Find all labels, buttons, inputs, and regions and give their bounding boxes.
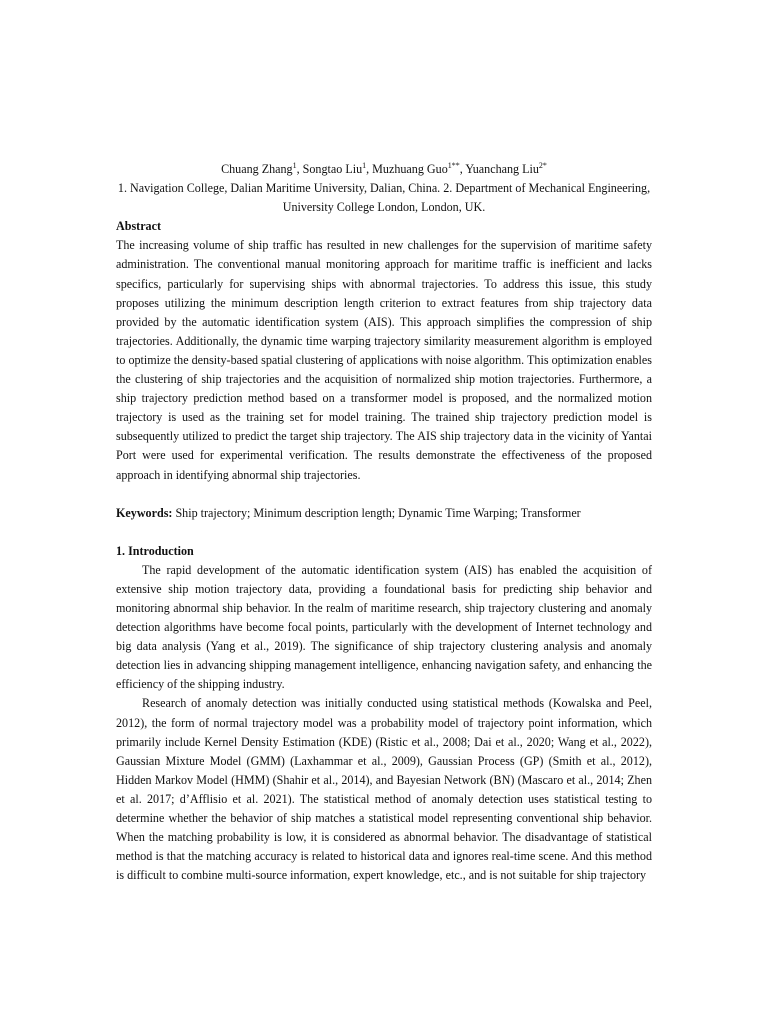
abstract-text: The increasing volume of ship traffic has resulted in new challenges for the supervision of maritime safety administration. The conventional manual monitoring approach for maritime traffic is inefficient and lacks specifics, particularly for supervising ships with abnormal trajectories. To address this issue, this study proposes utilizing the minimum description length criterion to extract features from ship trajectory data provided by the automatic identification system (AIS). This approach simplifies the compression of ship trajectories. Additionally, the dynamic time warping trajectory similarity measurement algorithm is employed to optimize the density-based spatial clustering of applications with noise algorithm. This optimization enables the clustering of ship trajectories and the acquisition of normalized ship motion trajectories. Furthermore, a ship trajectory prediction method based on a transformer model is proposed, and the normalized motion trajectory is used as the training set for model training. The trained ship trajectory prediction model is subsequently utilized to predict the target ship trajectory. The AIS ship trajectory data in the vicinity of Yantai Port were used for experimental verification. The results demonstrate the effectiveness of the proposed approach in identifying abnormal ship trajectories. bbox=[116, 238, 652, 482]
paper-page bbox=[116, 160, 652, 885]
keywords bbox=[116, 504, 652, 523]
keywords-text: Ship trajectory; Minimum description length; Dynamic Time Warping; Transformer bbox=[172, 505, 581, 520]
keywords-label: Keywords: bbox=[116, 505, 173, 520]
affiliations: 1. Navigation College, Dalian Maritime University, Dalian, China. 2. Department of Mechanical Engineering, University College London, London, UK. bbox=[117, 181, 651, 215]
introduction-heading: 1. Introduction bbox=[116, 543, 194, 558]
author-3: Muzhuang Guo$^{1**}$, bbox=[372, 160, 466, 176]
author-1: Chuang Zhang$^1$, bbox=[221, 160, 303, 176]
author-4: Yuanchang Liu$^{2*}$ bbox=[465, 160, 547, 176]
author-list bbox=[116, 160, 652, 179]
introduction-paragraph-1: The rapid development of the automatic identification system (AIS) has enabled the acquisition of extensive ship motion trajectory data, providing a foundational basis for predicting ship behavior and monitoring abnormal ship behavior. In the realm of maritime research, ship trajectory clustering and anomaly detection algorithms have become focal points, particularly with the development of Internet technology and big data analysis (Yang et al., 2019). The significance of ship trajectory clustering analysis and anomaly detection lies in advancing shipping management intelligence, enhancing navigation safety, and enhancing the efficiency of the shipping industry. bbox=[116, 562, 652, 692]
abstract-heading: Abstract bbox=[116, 219, 162, 234]
author-2: Songtao Liu$^1$, bbox=[302, 160, 373, 176]
introduction-paragraph-2: Research of anomaly detection was initially conducted using statistical methods (Kowalska and Peel, 2012), the form of normal trajectory model was a probability model of trajectory point information, which primarily include Kernel Density Estimation (KDE) (Ristic et al., 2008; Dai et al., 2020; Wang et al., 2022), Gaussian Mixture Model (GMM) (Laxhammar et al., 2009), Gaussian Process (GP) (Smith et al., 2012), Hidden Markov Model (HMM) (Shahir et al., 2014), and Bayesian Network (BN) (Mascaro et al., 2014; Zhen et al. 2017; d’Afflisio et al. 2021). The statistical method of anomaly detection uses statistical testing to determine whether the behavior of ship matches a statistical model representing conventional ship behavior. When the matching probability is low, it is considered as abnormal behavior. The disadvantage of statistical method is that the matching accuracy is related to historical data and ignores real-time scene. And this method is difficult to combine multi-source information, expert knowledge, etc., and is not suitable for ship trajectory bbox=[116, 696, 652, 883]
